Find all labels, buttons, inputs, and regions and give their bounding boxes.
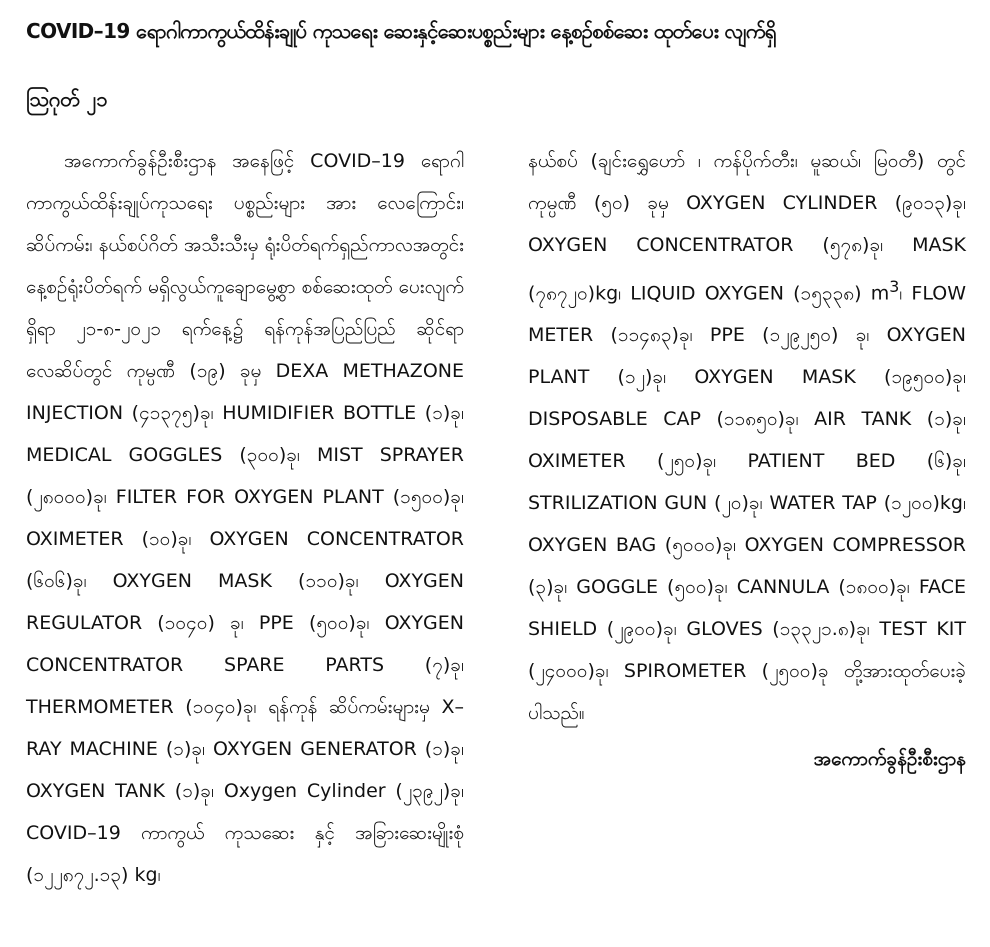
article-headline: COVID–19 ရောဂါကာကွယ်ထိန်းချုပ် ကုသရေး ဆေးနှင့်ဆေးပစ္စည်းများ နေ့စဉ်စစ်ဆေး ထုတ်ပေး လျက်ရှိ — [26, 19, 776, 43]
right-column-paragraph — [528, 140, 966, 734]
article-dateline: ဩဂုတ် ၂၁ — [26, 87, 108, 111]
article-column-left — [26, 140, 464, 896]
right-column-text-a: နယ်စပ် (ချင်းရွှေဟော် ၊ ကန်ပိုက်တီး၊ မူဆယ်၊ မြဝတီ) တွင် ကုမ္ပဏီ (၅၀) ခုမှ OXYGEN CYLINDER (၉၀၁၃)ခု၊ OXYGEN CONCENTRATOR (၅၇၈)ခု၊ MASK (၇၈၇၂၀)kg၊ LIQUID OXYGEN (၁၅၃၃၈) m — [528, 150, 966, 305]
cubic-superscript: 3 — [889, 277, 900, 296]
left-column-paragraph: အကောက်ခွန်ဦးစီးဌာန အနေဖြင့် COVID–19 ရောဂါ ကာကွယ်ထိန်းချုပ်ကုသရေး ပစ္စည်းများ အား လေကြောင်း၊ ဆိပ်ကမ်း၊ နယ်စပ်ဂိတ် အသီးသီးမှ ရုံးပိတ်ရက်ရှည်ကာလအတွင်း နေ့စဉ်ရုံးပိတ်ရက် မရှိလွယ်ကူချောမွေ့စွာ စစ်ဆေးထုတ် ပေးလျက် ရှိရာ ၂၁-၈-၂၀၂၁ ရက်နေ့၌ ရန်ကုန်အပြည်ပြည် ဆိုင်ရာ လေဆိပ်တွင် ကုမ္ပဏီ (၁၉) ခုမှ DEXA METHAZONE INJECTION (၄၁၃၇၅)ခု၊ HUMIDIFIER BOTTLE (၁)ခု၊ MEDICAL GOGGLES (၃၀၀)ခု၊ MIST SPRAYER (၂၈၀၀၀)ခု၊ FILTER FOR OXYGEN PLANT (၁၅၀၀)ခု၊ OXIMETER (၁၀)ခု၊ OXYGEN CONCENTRATOR (၆၀၆)ခု၊ OXYGEN MASK (၁၁၀)ခု၊ OXYGEN REGULATOR (၁၀၄၀) ခု၊ PPE (၅၀၀)ခု၊ OXYGEN CONCENTRATOR SPARE PARTS (၇)ခု၊ THERMOMETER (၁၀၄၀)ခု၊ ရန်ကုန် ဆိပ်ကမ်းများမှ X–RAY MACHINE (၁)ခု၊ OXYGEN GENERATOR (၁)ခု၊ OXYGEN TANK (၁)ခု၊ Oxygen Cylinder (၂၃၉၂)ခု၊ COVID–19 ကာကွယ် ကုသဆေး နှင့် အခြားဆေးမျိုးစုံ (၁၂၂၈၇၂.၁၃) kg၊ — [26, 150, 464, 886]
right-column-text-b: ၊ FLOW METER (၁၁၄၈၃)ခု၊ PPE (၁၂၉၂၅၀) ခု၊ OXYGEN PLANT (၁၂)ခု၊ OXYGEN MASK (၁၉၅၀၀)ခု၊ DISPOSABLE CAP (၁၁၈၅၀)ခု၊ AIR TANK (၁)ခု၊ OXIMETER (၂၅၀)ခု၊ PATIENT BED (၆)ခု၊ STRILIZATION GUN (၂၀)ခု၊ WATER TAP (၁၂၀၀)kg၊ OXYGEN BAG (၅၀၀၀)ခု၊ OXYGEN COMPRESSOR (၃)ခု၊ GOGGLE (၅၀၀)ခု၊ CANNULA (၁၈၀၀)ခု၊ FACE SHIELD (၂၉၀၀)ခု၊ GLOVES (၁၃၃၂၁.၈)ခု၊ TEST KIT (၂၄၀၀၀)ခု၊ SPIROMETER (၂၅၀၀)ခု တို့အားထုတ်ပေးခဲ့ပါသည်။ — [528, 282, 966, 725]
article-signature: အကောက်ခွန်ဦးစီးဌာန — [813, 748, 966, 770]
article-column-right — [528, 140, 966, 734]
